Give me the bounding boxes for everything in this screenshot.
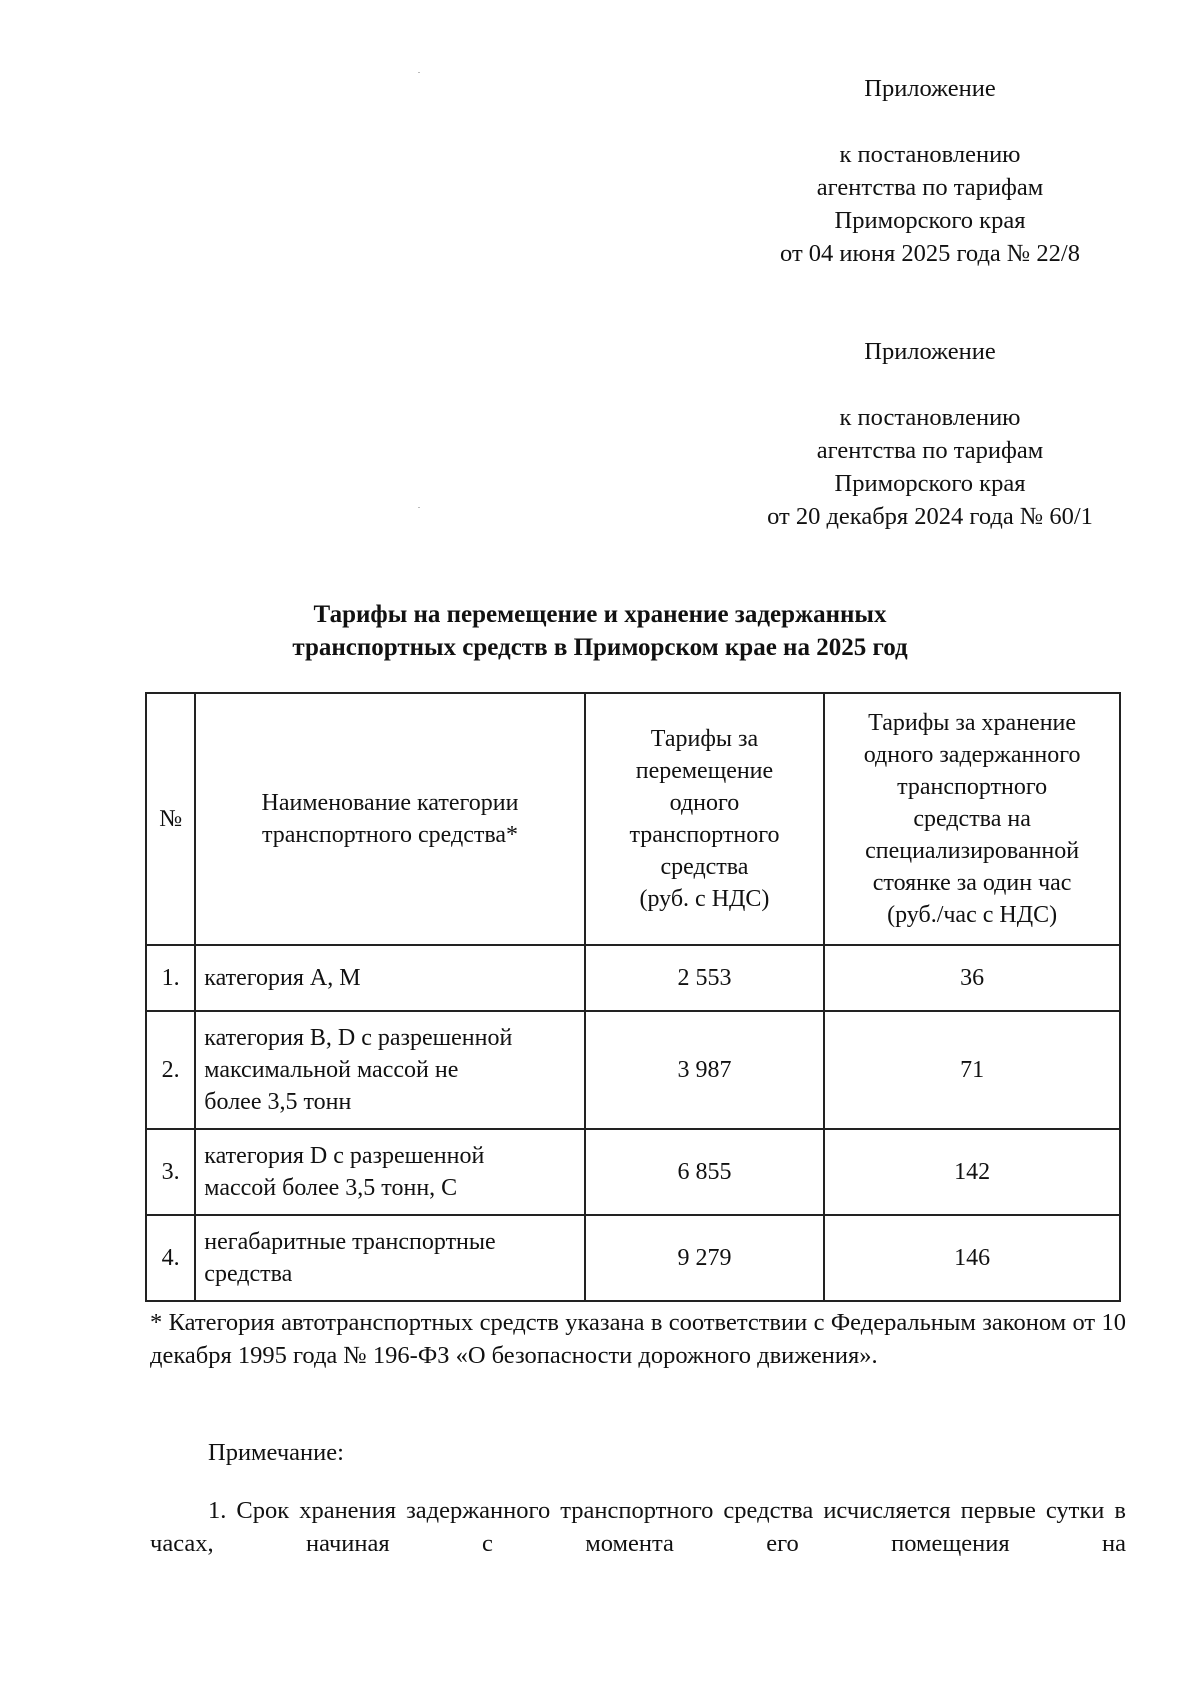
row-num: 3. [146,1129,195,1215]
appendix-line: к постановлению [839,404,1021,431]
row-store-tariff: 146 [824,1215,1120,1301]
table-row [146,1215,1120,1301]
document-title-line: транспортных средств в Приморском крае на 2025 год [292,634,908,661]
scan-speck [418,72,420,73]
appendix-line: агентства по тарифам [816,437,1044,464]
row-store-tariff: 36 [824,945,1120,1011]
note-item-1: 1. Срок хранения задержанного транспортного средства исчисляется первые сутки в часах, начиная с момента его помещения на [150,1497,1126,1557]
appendix-line: от 04 июня 2025 года № 22/8 [780,240,1080,267]
row-name: категория А, М [195,945,584,1011]
note-title: Примечание: [208,1439,344,1466]
row-name: негабаритные транспортные средства [195,1215,584,1301]
appendix-line: к постановлению [839,141,1021,168]
row-move-tariff: 2 553 [585,945,825,1011]
table-footnote: * Категория автотранспортных средств указана в соответствии с Федеральным законом от 10 декабря 1995 года № 196-ФЗ «О безопасности дорожного движения». [150,1309,1126,1369]
row-name: категория В, D с разрешенной максимальной массой не более 3,5 тонн [195,1011,584,1129]
appendix-line: Приморского края [834,207,1026,234]
row-num: 2. [146,1011,195,1129]
row-move-tariff: 9 279 [585,1215,825,1301]
header-store: Тарифы за хранение одного задержанного транспортного средства на специализированной стоянке за один час (руб./час с НДС) [824,693,1120,945]
document-title [150,598,1050,664]
appendix-title: Приложение [864,338,996,365]
scan-speck [418,507,420,508]
document-title-line: Тарифы на перемещение и хранение задержанных [313,601,887,628]
table-row [146,945,1120,1011]
header-name: Наименование категории транспортного средства* [195,693,584,945]
header-num: № [146,693,195,945]
table-row [146,1011,1120,1129]
header-move: Тарифы за перемещение одного транспортного средства (руб. с НДС) [585,693,825,945]
row-store-tariff: 71 [824,1011,1120,1129]
row-name: категория D с разрешенной массой более 3,5 тонн, С [195,1129,584,1215]
table-row [146,1129,1120,1215]
appendix-previous [720,335,1140,533]
row-store-tariff: 142 [824,1129,1120,1215]
row-move-tariff: 6 855 [585,1129,825,1215]
row-move-tariff: 3 987 [585,1011,825,1129]
table-header-row [146,693,1120,945]
appendix-title: Приложение [864,75,996,102]
appendix-line: агентства по тарифам [816,174,1044,201]
appendix-line: от 20 декабря 2024 года № 60/1 [767,503,1093,530]
row-num: 4. [146,1215,195,1301]
appendix-line: Приморского края [834,470,1026,497]
appendix-current [720,72,1140,270]
tariff-table [145,692,1121,1302]
row-num: 1. [146,945,195,1011]
